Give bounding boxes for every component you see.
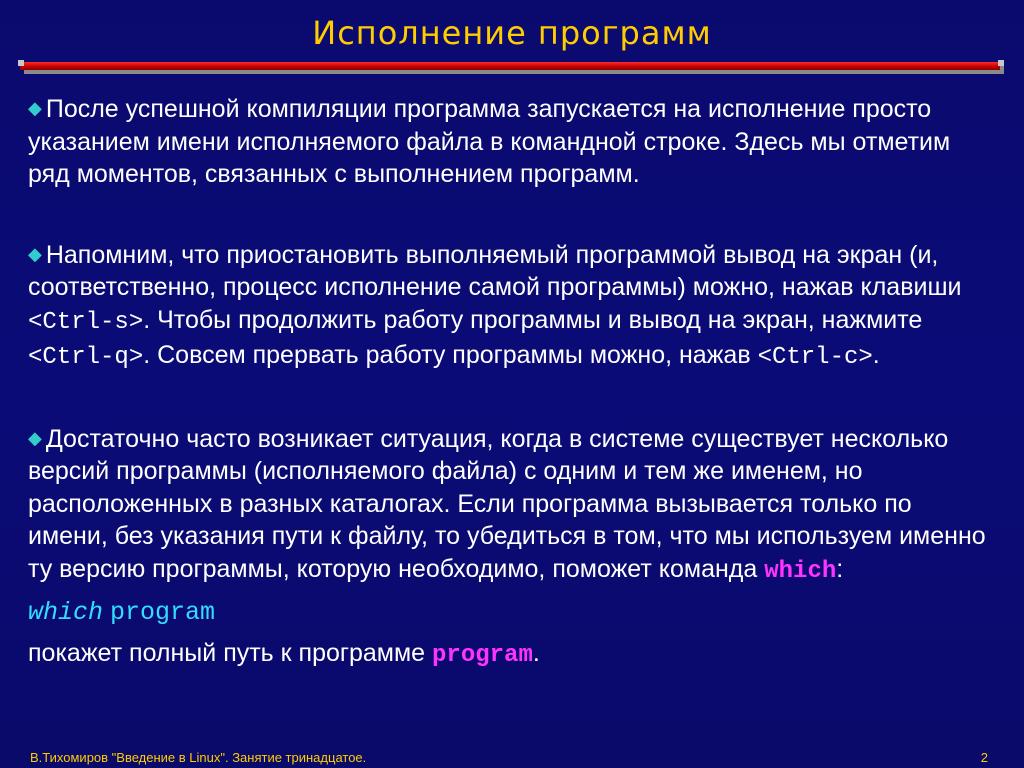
paragraph-compilation <box>28 92 996 191</box>
key-ctrl-s: <Ctrl-s> <box>28 308 144 336</box>
paragraph-text: . <box>872 341 880 369</box>
diamond-bullet-icon: ◆ <box>28 427 42 448</box>
slide-body <box>28 92 996 679</box>
command-program: program <box>432 641 533 669</box>
result-tail: . <box>532 638 540 667</box>
result-text: покажет полный путь к программе <box>28 638 433 667</box>
example-result-line <box>28 637 996 673</box>
page-number: 2 <box>980 750 988 765</box>
footer-credit: В.Тихомиров "Введение в Linux". Занятие тринадцатое. <box>30 750 367 765</box>
example-command: which <box>28 598 104 627</box>
slide-title: Исполнение программ <box>312 14 712 52</box>
command-which: which <box>764 557 837 585</box>
paragraph-text: Достаточно часто возникает ситуация, когда в системе существует несколько версий программы (исполняемого файла) с одним и тем же именем, но расположенных в разных каталогах. Если программа вызывается только по имени, без указания пути к файлу, то убедиться в том, что мы используем именно ту версию программы, которую необходимо, поможет команда <box>28 424 986 583</box>
paragraph-text: . Чтобы продолжить работу программы и вывод на экран, нажмите <box>143 305 923 334</box>
example-command-line <box>28 595 996 630</box>
example-argument: program <box>109 598 215 627</box>
key-ctrl-c: <Ctrl-c> <box>757 344 873 371</box>
key-ctrl-q: <Ctrl-q> <box>28 344 144 371</box>
paragraph-which <box>28 422 996 589</box>
paragraph-text: Напомним, что приостановить выполняемый программой вывод на экран (и, соответственно, процесс исполнение самой программы) можно, нажав клавиши <box>28 240 962 301</box>
paragraph-text: . Совсем прервать работу программы можно, нажав <box>143 341 758 369</box>
diamond-bullet-icon: ◆ <box>28 243 42 264</box>
paragraph-keyboard-control <box>28 238 996 375</box>
title-divider <box>20 62 1004 76</box>
paragraph-text: : <box>836 554 844 583</box>
diamond-bullet-icon: ◆ <box>28 98 42 118</box>
paragraph-text: После успешной компиляции программа запускается на исполнение просто указанием имени исполняемого файла в командной строке. Здесь мы отметим ряд моментов, связанных с выполнением программ. <box>28 95 951 188</box>
